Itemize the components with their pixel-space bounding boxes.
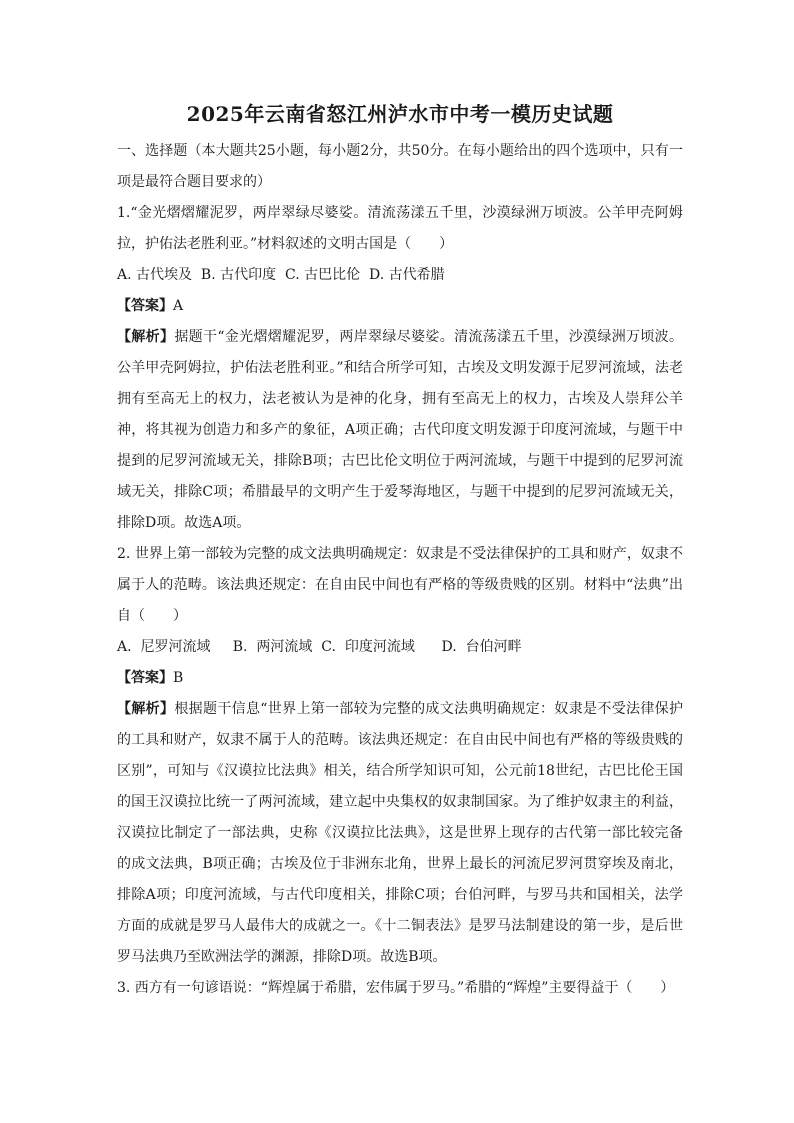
analysis-text: 据题干“金光熠熠耀泥罗，两岸翠绿尽婆娑。清流荡漾五千里，沙漠绿洲万顷波。公羊甲壳阿姆拉，护佑法老胜利亚。”和结合所学可知，古埃及文明发源于尼罗河流域，法老拥有至高无上的权力，法老被认为是神的化身，拥有至高无上的权力，古埃及人崇拜公羊神，将其视为创造力和多产的象征，A项正确；古代印度文明发源于印度河流域，与题干中提到的尼罗河流域无关，排除B项；古巴比伦文明位于两河流域，与题干中提到的尼罗河流域无关，排除C项；希腊最早的文明产生于爱琴海地区，与题干中提到的尼罗河流域无关，排除D项。故选A项。 (117, 329, 684, 531)
answer-tag: 【答案】 (117, 670, 173, 686)
analysis-tag: 【解析】 (117, 701, 175, 717)
answer-value: A (173, 298, 184, 314)
question-1-options: A. 古代埃及 B. 古代印度 C. 古巴比伦 D. 古代希腊 (117, 267, 445, 283)
question-1-answer (117, 291, 683, 322)
section-intro: 一、选择题（本大题共25小题，每小题2分，共50分。在每小题给出的四个选项中，只有一项是最符合题目要求的） (117, 143, 683, 190)
question-2-analysis (117, 694, 683, 973)
page-title: 2025年云南省怒江州泸水市中考一模历史试题 (186, 102, 614, 126)
question-2-stem: 2. 世界上第一部较为完整的成文法典明确规定：奴隶是不受法律保护的工具和财产，奴隶不属于人的范畴。该法典还规定：在自由民中间也有严格的等级贵贱的区别。材料中“法典”出自（ ） (117, 546, 683, 624)
question-2-options: A. 尼罗河流域 B. 两河流域 C. 印度河流域 D. 台伯河畔 (117, 639, 522, 655)
question-1-analysis (117, 322, 683, 539)
answer-value: B (173, 670, 184, 686)
question-1-stem: 1.“金光熠熠耀泥罗，两岸翠绿尽婆娑。清流荡漾五千里，沙漠绿洲万顷波。公羊甲壳阿姆拉，护佑法老胜利亚。”材料叙述的文明古国是（ ） (117, 205, 683, 252)
analysis-text: 根据题干信息“世界上第一部较为完整的成文法典明确规定：奴隶是不受法律保护的工具和财产，奴隶不属于人的范畴。该法典还规定：在自由民中间也有严格的等级贵贱的区别”，可知与《汉谟拉比法典》相关，结合所学知识可知，公元前18世纪，古巴比伦王国的国王汉谟拉比统一了两河流域，建立起中央集权的奴隶制国家。为了维护奴隶主的利益，汉谟拉比制定了一部法典，史称《汉谟拉比法典》，这是世界上现存的古代第一部比较完备的成文法典，B项正确；古埃及位于非洲东北角，世界上最长的河流尼罗河贯穿埃及南北，排除A项；印度河流域，与古代印度相关，排除C项；台伯河畔，与罗马共和国相关，法学方面的成就是罗马人最伟大的成就之一。《十二铜表法》是罗马法制建设的第一步，是后世罗马法典乃至欧洲法学的渊源，排除D项。故选B项。 (117, 701, 684, 965)
answer-tag: 【答案】 (117, 298, 173, 314)
exam-page (117, 100, 683, 1004)
question-3-stem: 3. 西方有一句谚语说：“辉煌属于希腊，宏伟属于罗马。”希腊的“辉煌”主要得益于（ ） (117, 980, 675, 996)
analysis-tag: 【解析】 (117, 329, 175, 345)
question-2-answer (117, 663, 683, 694)
